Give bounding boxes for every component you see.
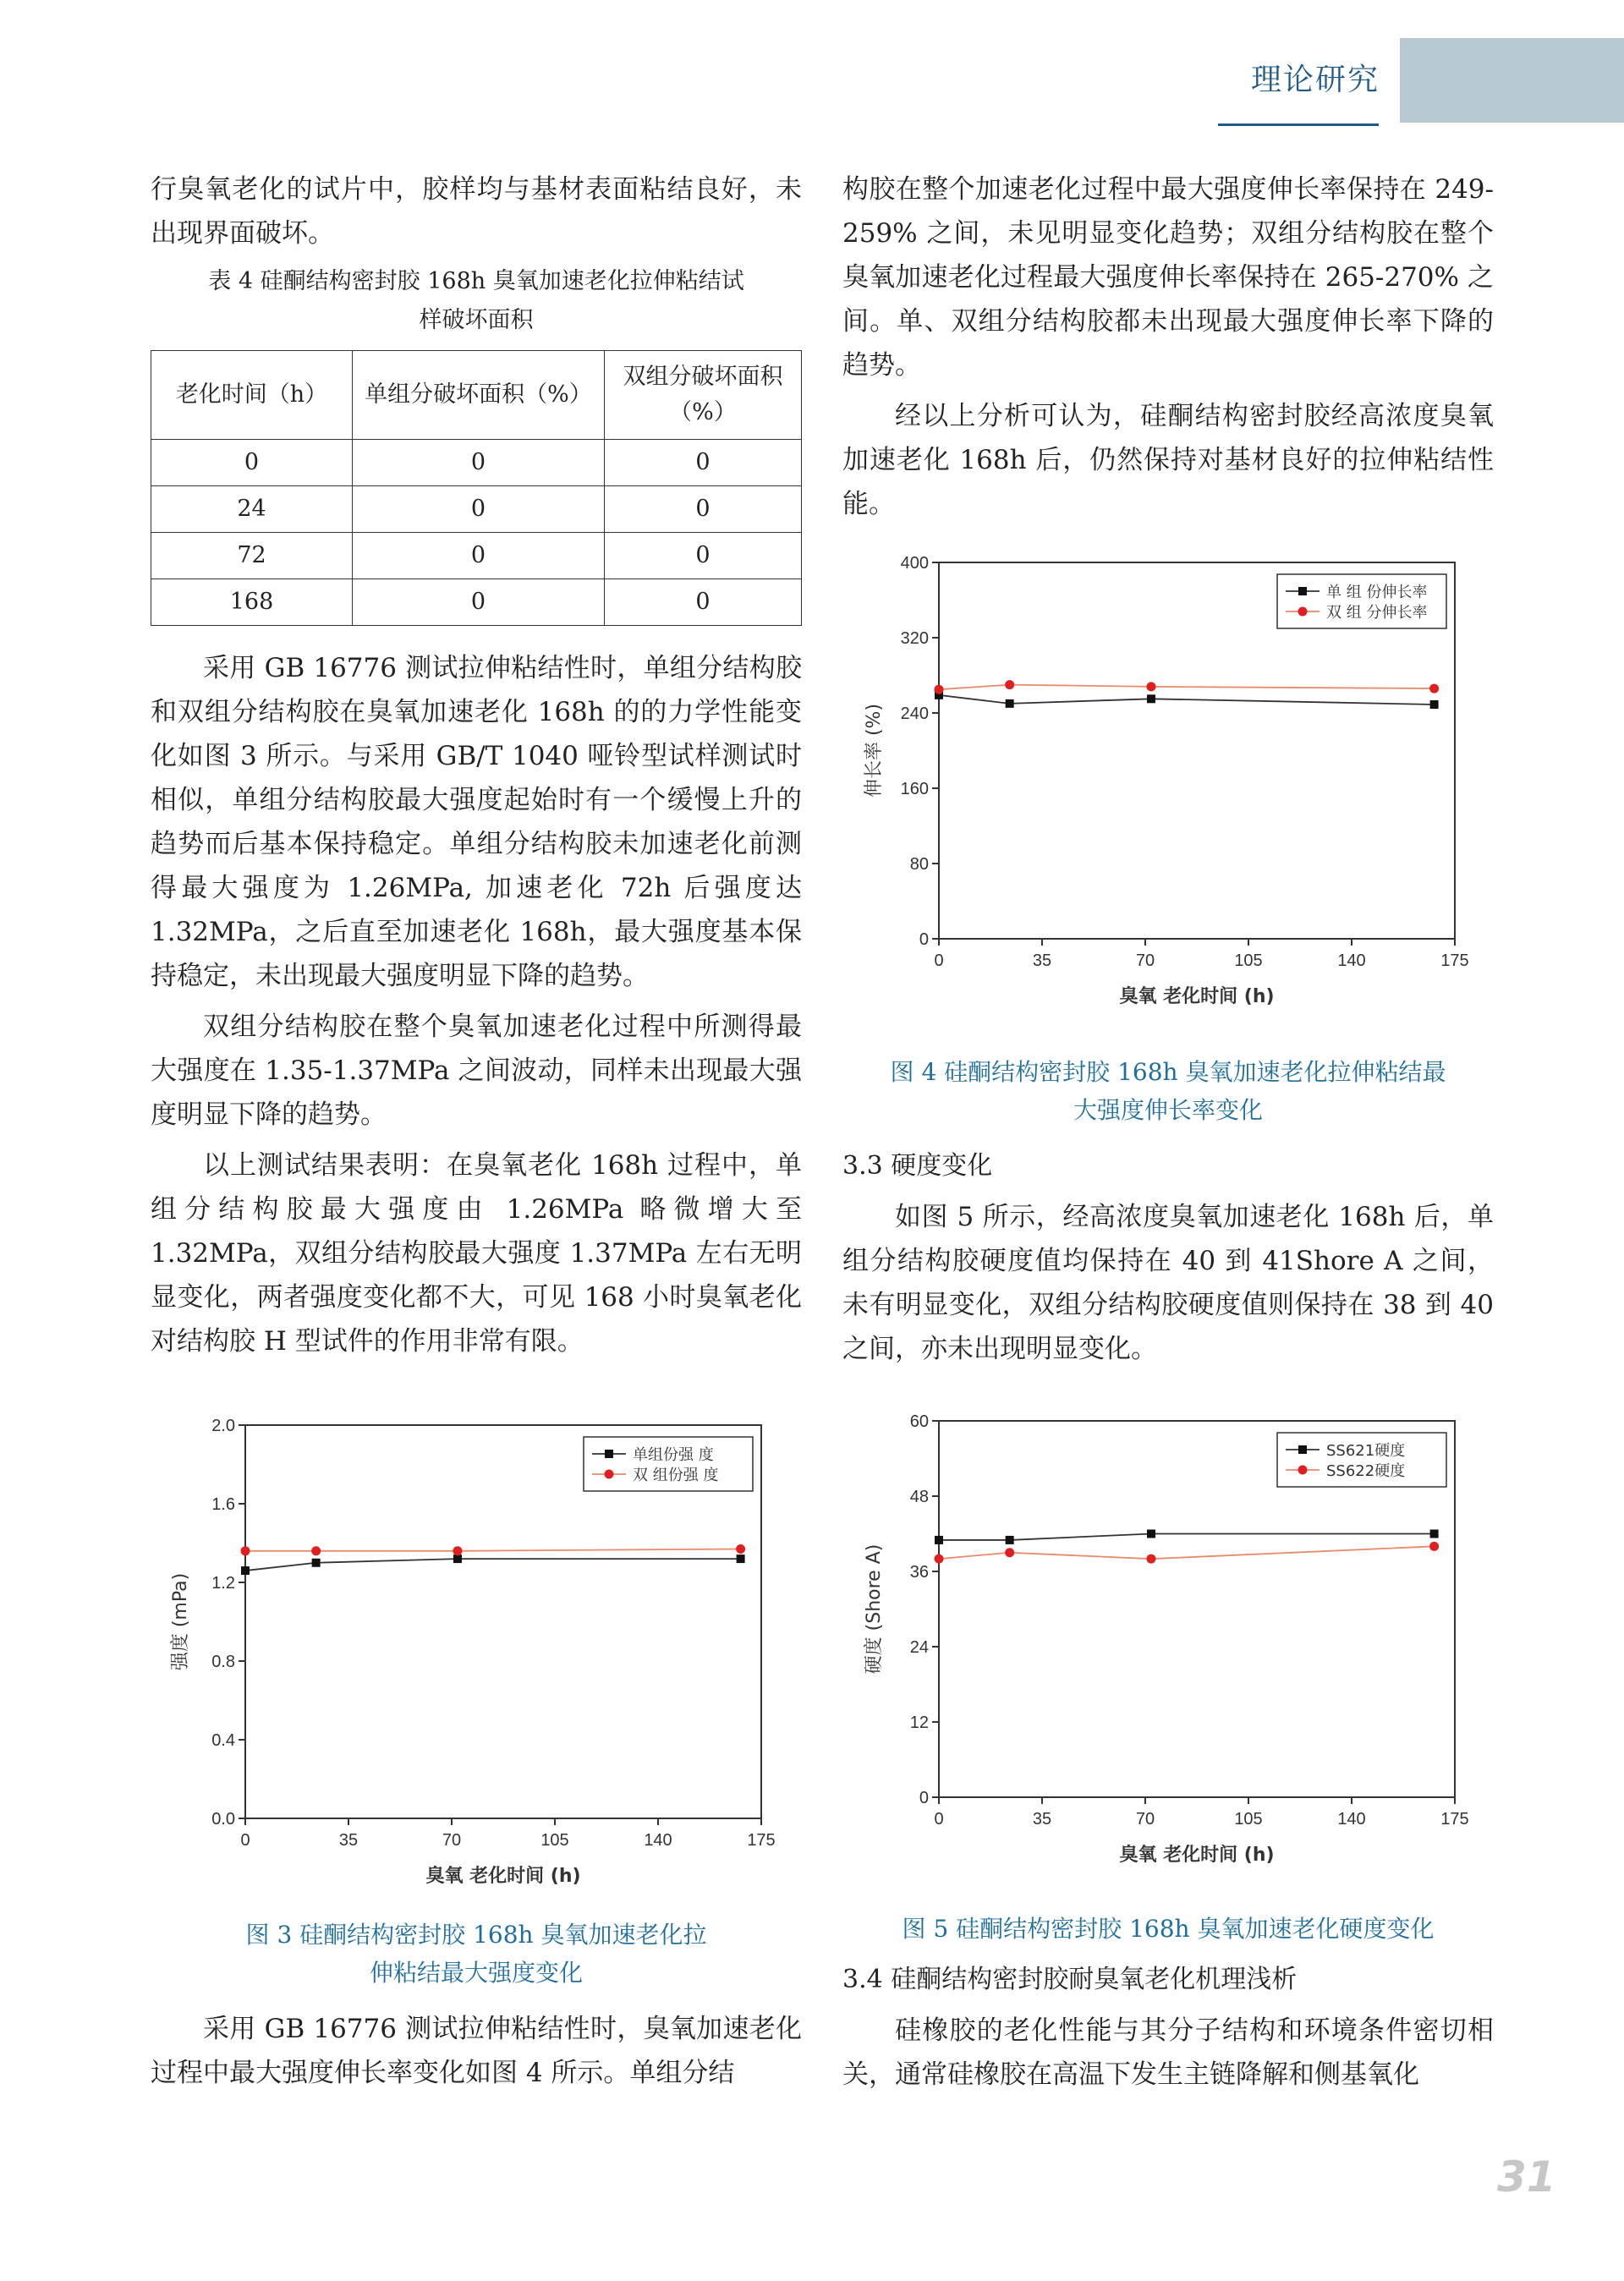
data-point bbox=[1005, 680, 1014, 689]
figure-4-svg bbox=[846, 541, 1489, 1032]
data-point bbox=[1147, 694, 1155, 703]
legend-label: 单组份强 度 bbox=[633, 1446, 714, 1464]
x-tick-label: 0 bbox=[240, 1831, 250, 1850]
section-title: 理论研究 bbox=[1250, 63, 1380, 97]
table-row bbox=[151, 486, 802, 533]
figure-3-svg bbox=[152, 1404, 795, 1911]
y-axis-label: 伸长率 (%) bbox=[864, 703, 885, 798]
table-caption: 表 4 硅酮结构密封胶 168h 臭氧加速老化拉伸粘结试样破坏面积 bbox=[208, 268, 744, 333]
left-column-bottom bbox=[151, 1916, 802, 2102]
x-tick-label: 35 bbox=[1032, 1810, 1052, 1829]
legend-marker bbox=[1298, 1445, 1307, 1454]
data-point bbox=[736, 1544, 745, 1554]
page-number: 31 bbox=[1497, 2152, 1556, 2201]
data-point bbox=[737, 1554, 745, 1563]
x-tick-label: 175 bbox=[1440, 1810, 1469, 1829]
table-cell: 0 bbox=[605, 440, 802, 486]
table-cell: 72 bbox=[151, 533, 353, 579]
y-tick-label: 1.2 bbox=[211, 1574, 235, 1593]
legend-label: SS622硬度 bbox=[1326, 1462, 1406, 1480]
data-point bbox=[935, 1554, 944, 1564]
x-tick-label: 70 bbox=[442, 1831, 462, 1850]
table-cell: 0 bbox=[353, 486, 605, 533]
paragraph: 硅橡胶的老化性能与其分子结构和环境条件密切相关，通常硅橡胶在高温下发生主链降解和侧基氧化 bbox=[842, 2015, 1494, 2090]
y-tick-label: 60 bbox=[909, 1412, 929, 1431]
section-heading: 3.3 硬度变化 bbox=[842, 1151, 993, 1181]
x-axis-label: 臭氧 老化时间 (h) bbox=[425, 1866, 581, 1887]
y-tick-label: 400 bbox=[900, 554, 929, 573]
x-tick-label: 175 bbox=[1440, 951, 1469, 970]
table-cell: 168 bbox=[151, 579, 353, 626]
paragraph: 如图 5 所示，经高浓度臭氧加速老化 168h 后，单组分结构胶硬度值均保持在 40 到 41Shore A 之间，未有明显变化，双组分结构胶硬度值则保持在 38 到 40 之间，亦未出现明显变化。 bbox=[842, 1202, 1494, 1364]
table-header: 老化时间（h） bbox=[151, 351, 353, 440]
data-point bbox=[1146, 1554, 1155, 1564]
left-column bbox=[151, 167, 802, 1370]
figure-5-chart bbox=[846, 1400, 1489, 1890]
paragraph: 双组分结构胶在整个臭氧加速老化过程中所测得最大强度在 1.35-1.37MPa 之间波动，同样未出现最大强度明显下降的趋势。 bbox=[151, 1012, 802, 1130]
table-header: 双组分破坏面积（%） bbox=[605, 351, 802, 440]
paragraph: 采用 GB 16776 测试拉伸粘结性时，臭氧加速老化过程中最大强度伸长率变化如图 4 所示。单组分结 bbox=[151, 2014, 802, 2088]
y-tick-label: 48 bbox=[909, 1488, 929, 1506]
table-cell: 0 bbox=[605, 486, 802, 533]
table-header: 单组分破坏面积（%） bbox=[353, 351, 605, 440]
table-row bbox=[151, 579, 802, 626]
figure-3-caption: 图 3 硅酮结构密封胶 168h 臭氧加速老化拉伸粘结最大强度变化 bbox=[245, 1921, 707, 1987]
y-tick-label: 0.4 bbox=[211, 1731, 235, 1750]
x-tick-label: 70 bbox=[1135, 1810, 1155, 1829]
figure-5-svg bbox=[846, 1400, 1489, 1890]
legend-label: SS621硬度 bbox=[1326, 1442, 1406, 1460]
data-point bbox=[311, 1546, 321, 1555]
x-tick-label: 105 bbox=[1234, 1810, 1263, 1829]
right-column-bottom bbox=[842, 1910, 1494, 2103]
y-tick-label: 320 bbox=[900, 629, 929, 648]
table-cell: 0 bbox=[353, 440, 605, 486]
legend-marker bbox=[1298, 1466, 1308, 1475]
x-tick-label: 105 bbox=[540, 1831, 569, 1850]
x-tick-label: 0 bbox=[934, 951, 944, 970]
right-column bbox=[842, 167, 1494, 533]
table-cell: 0 bbox=[353, 533, 605, 579]
legend-label: 双 组 分伸长率 bbox=[1326, 604, 1428, 622]
y-tick-label: 12 bbox=[909, 1713, 929, 1732]
x-tick-label: 140 bbox=[1337, 1810, 1366, 1829]
table-cell: 24 bbox=[151, 486, 353, 533]
x-tick-label: 70 bbox=[1135, 951, 1155, 970]
x-tick-label: 140 bbox=[644, 1831, 672, 1850]
y-tick-label: 36 bbox=[909, 1563, 929, 1582]
data-point bbox=[241, 1566, 250, 1575]
y-tick-label: 0 bbox=[919, 930, 929, 949]
y-tick-label: 240 bbox=[900, 705, 929, 723]
y-tick-label: 24 bbox=[909, 1638, 929, 1657]
legend-marker bbox=[605, 1470, 614, 1479]
data-point bbox=[1005, 1548, 1014, 1557]
y-tick-label: 0 bbox=[919, 1789, 929, 1807]
data-point bbox=[1429, 684, 1439, 694]
x-tick-label: 105 bbox=[1234, 951, 1263, 970]
header-color-block bbox=[1400, 38, 1624, 123]
paragraph: 构胶在整个加速老化过程中最大强度伸长率保持在 249-259% 之间，未见明显变化趋势；双组分结构胶在整个臭氧加速老化过程最大强度伸长率保持在 265-270% 之间。单、双组分结构胶都未出现最大强度伸长率下降的趋势。 bbox=[842, 174, 1494, 381]
data-point bbox=[453, 1546, 462, 1555]
data-point bbox=[1147, 1530, 1155, 1538]
data-point bbox=[1430, 1530, 1439, 1538]
table-header-row bbox=[151, 351, 802, 440]
data-point bbox=[935, 1536, 943, 1544]
paragraph: 以上测试结果表明：在臭氧老化 168h 过程中，单组分结构胶最大强度由 1.26MPa 略微增大至 1.32MPa，双组分结构胶最大强度 1.37MPa 左右无明显变化，两者强度变化都不大，可见 168 小时臭氧老化对结构胶 H 型试件的作用非常有限。 bbox=[151, 1150, 802, 1357]
paragraph: 行臭氧老化的试片中，胶样均与基材表面粘结良好，未出现界面破坏。 bbox=[151, 174, 802, 249]
y-tick-label: 0.8 bbox=[211, 1653, 235, 1671]
right-column-middle bbox=[842, 1053, 1494, 1378]
data-point bbox=[1430, 700, 1439, 709]
y-tick-label: 80 bbox=[909, 855, 929, 874]
figure-4-chart bbox=[846, 541, 1489, 1032]
x-tick-label: 35 bbox=[338, 1831, 359, 1850]
data-point bbox=[312, 1559, 321, 1567]
table-cell: 0 bbox=[605, 533, 802, 579]
x-axis-label: 臭氧 老化时间 (h) bbox=[1119, 1845, 1275, 1866]
table-4 bbox=[151, 350, 802, 626]
data-point bbox=[241, 1546, 250, 1555]
x-tick-label: 175 bbox=[747, 1831, 776, 1850]
data-point bbox=[453, 1554, 462, 1563]
paragraph: 经以上分析可认为，硅酮结构密封胶经高浓度臭氧加速老化 168h 后，仍然保持对基材良好的拉伸粘结性能。 bbox=[842, 401, 1494, 519]
table-cell: 0 bbox=[151, 440, 353, 486]
data-point bbox=[1006, 699, 1014, 708]
table-cell: 0 bbox=[605, 579, 802, 626]
y-tick-label: 1.6 bbox=[211, 1495, 235, 1514]
table-cell: 0 bbox=[353, 579, 605, 626]
paragraph: 采用 GB 16776 测试拉伸粘结性时，单组分结构胶和双组分结构胶在臭氧加速老化 168h 的的力学性能变化如图 3 所示。与采用 GB/T 1040 哑铃型试样测试时相似，单组分结构胶最大强度起始时有一个缓慢上升的趋势而后基本保持稳定。单组分结构胶未加速老化前测得最大强度为 1.26MPa, 加速老化 72h 后强度达 1.32MPa，之后直至加速老化 168h，最大强度基本保持稳定，未出现最大强度明显下降的趋势。 bbox=[151, 653, 802, 991]
table-row bbox=[151, 533, 802, 579]
legend-label: 单 组 份伸长率 bbox=[1326, 584, 1428, 601]
x-tick-label: 140 bbox=[1337, 951, 1366, 970]
x-axis-label: 臭氧 老化时间 (h) bbox=[1119, 986, 1275, 1007]
section-heading: 3.4 硅酮结构密封胶耐臭氧老化机理浅析 bbox=[842, 1965, 1298, 1994]
figure-5-caption: 图 5 硅酮结构密封胶 168h 臭氧加速老化硬度变化 bbox=[902, 1915, 1435, 1943]
y-axis-label: 强度 (mPa) bbox=[170, 1572, 191, 1671]
figure-3-chart bbox=[152, 1404, 795, 1911]
legend-marker bbox=[605, 1450, 613, 1458]
data-point bbox=[1429, 1542, 1439, 1551]
x-tick-label: 0 bbox=[934, 1810, 944, 1829]
legend-marker bbox=[1298, 607, 1308, 617]
data-point bbox=[1006, 1536, 1014, 1544]
data-point bbox=[1146, 682, 1155, 691]
y-axis-label: 硬度 (Shore A) bbox=[864, 1544, 885, 1675]
figure-4-caption: 图 4 硅酮结构密封胶 168h 臭氧加速老化拉伸粘结最大强度伸长率变化 bbox=[890, 1058, 1446, 1124]
legend-marker bbox=[1298, 587, 1307, 595]
x-tick-label: 35 bbox=[1032, 951, 1052, 970]
header-rule bbox=[1218, 123, 1379, 126]
y-tick-label: 2.0 bbox=[211, 1417, 235, 1435]
legend-label: 双 组份强 度 bbox=[633, 1467, 719, 1484]
y-tick-label: 160 bbox=[900, 780, 929, 798]
data-point bbox=[935, 685, 944, 694]
table-row bbox=[151, 440, 802, 486]
y-tick-label: 0.0 bbox=[211, 1810, 235, 1829]
